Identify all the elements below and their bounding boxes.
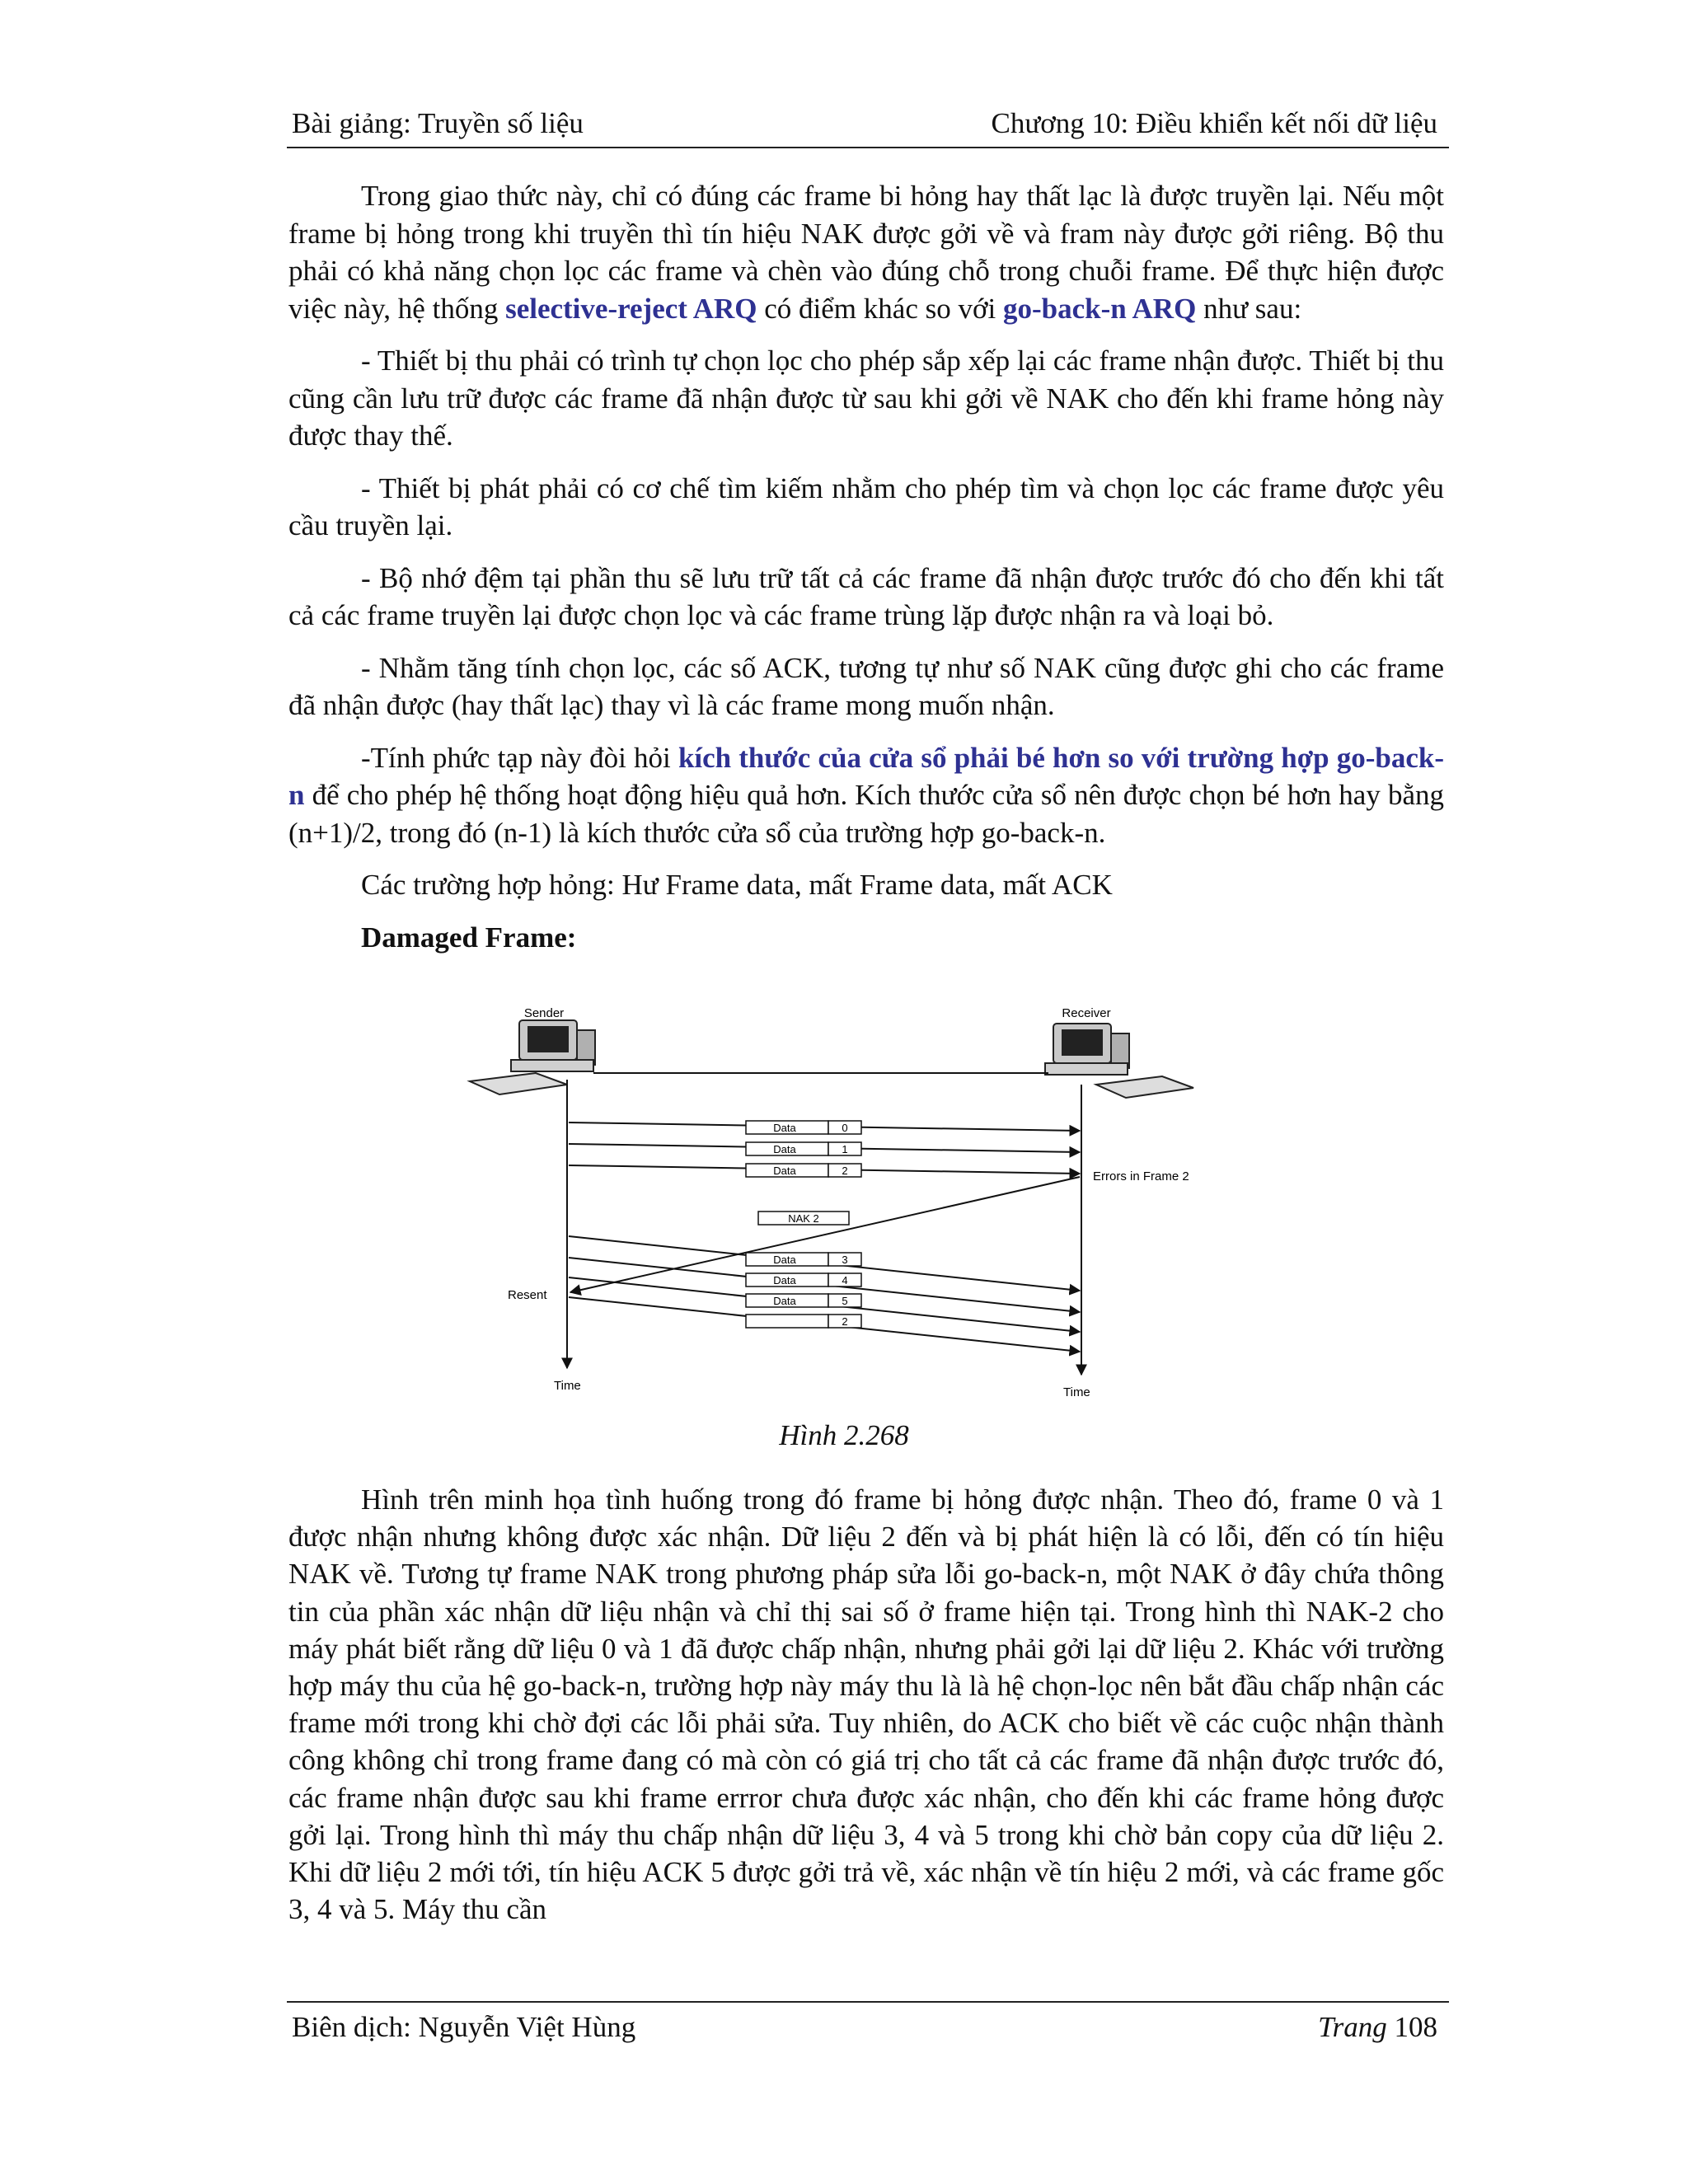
intro-text-3: như sau: [1196,292,1302,325]
frame-box-5 [746,1294,861,1307]
frame-label: Data [773,1122,796,1134]
figure-caption: Hình 2.268 [779,1419,909,1451]
bullet-paragraph: - Thiết bị phát phải có cơ chế tìm kiếm nhằm cho phép tìm và chọn lọc các frame được yêu cầu truyền lại. [288,471,1444,541]
explanation-paragraph: Hình trên minh họa tình huống trong đó frame bị hỏng được nhận. Theo đó, frame 0 và 1 được nhận nhưng không được xác nhận. Dữ liệu 2 đến và bị phát hiện là có lỗi, đến có tín hiệu NAK về. Tương tự frame NAK trong phương pháp sửa lỗi go-back-n, một NAK ở đây chứa thông tin của phần xác nhận dữ liệu nhận và chỉ thị sai số ở frame hiện tại. Trong hình thì NAK-2 cho máy phát biết rằng dữ liệu 0 và 1 đã được chấp nhận, nhưng phải gởi lại dữ liệu 2. Khác với trường hợp máy thu của hệ go-back-n, trường hợp này máy thu là là hệ chọn-lọc nên bắt đầu chấp nhận các frame mới trong khi chờ đợi các lỗi phải sửa. Tuy nhiên, do ACK cho biết về các cuộc nhận thành công không chỉ trong frame đang có mà còn có giá trị cho tất cả các frame đã nhận được trước đó, các frame nhận được sau khi frame errror chưa được xác nhận, cho đến khi các frame hỏng được gởi lại. Trong hình thì máy thu chấp nhận dữ liệu 3, 4 và 5 trong khi chờ bản copy của dữ liệu 2. Khi dữ liệu 2 mới tới, tín hiệu ACK 5 được gởi trả về, xác nhận về tín hiệu 2 mới, và các frame gốc 3, 4 và 5. Máy thu cần [288,1483,1444,1926]
selective-reject-diagram [462,1005,1203,1418]
footer-page-label: Trang [1318,2011,1387,2043]
header-chapter-title: Chương 10: Điều khiển kết nối dữ liệu [991,107,1437,139]
frame-box-0 [746,1121,861,1134]
intro-text-1: Trong giao thức này, chỉ có đúng các frame bi hỏng hay thất lạc là được truyền lại. Nếu một frame bị hỏng trong khi truyền thì tín hiệu NAK được gởi về và fram này được gởi riêng. Bộ thu phải có khả năng chọn lọc các frame và chèn vào đúng chỗ trong chuỗi frame. Để thực hiện được việc này, hệ thống [288,180,1444,325]
frame-box-2 [746,1164,861,1177]
frame-number: 2 [842,1165,848,1177]
frame-number: 2 [842,1315,848,1328]
bullet-paragraph: - Bộ nhớ đệm tại phần thu sẽ lưu trữ tất cả các frame đã nhận được trước đó cho đến khi tất cả các frame truyền lại được chọn lọc và các frame trùng lặp được nhận ra và loại bỏ. [288,561,1444,631]
frame-box-3 [746,1253,861,1266]
intro-paragraph [288,177,1444,327]
header-course-title: Bài giảng: Truyền số liệu [292,107,584,139]
page-footer [287,2001,1449,2052]
frame-number: 1 [842,1143,848,1155]
frame-number: 4 [842,1274,848,1286]
receiver-computer-icon [1045,1024,1193,1098]
frame-box-resent-2 [746,1315,861,1328]
complexity-text-1: -Tính phức tạp này đòi hỏi [361,741,678,774]
sender-computer-icon [470,1020,595,1094]
footer-page-number [1318,2003,1449,2052]
keyword-go-back-n: go-back-n ARQ [1002,292,1197,325]
time-label-sender: Time [554,1379,581,1393]
footer-page-value: 108 [1394,2011,1437,2043]
keyword-window-size: kích thước của cửa sổ phải bé hơn so với trường hợp go-back-n [288,741,1444,811]
time-label-receiver: Time [1063,1385,1090,1399]
footer-translator: Biên dịch: Nguyễn Việt Hùng [292,2011,636,2043]
sender-label: Sender [523,1006,565,1020]
resent-label: Resent [508,1288,547,1302]
frame-label: Data [773,1295,796,1307]
main-text [288,177,1444,956]
complexity-paragraph [288,739,1444,852]
frame-box-1 [746,1142,861,1155]
frame-label: Data [773,1254,796,1266]
frame-label: Data [773,1143,796,1155]
frame-label: Data [773,1274,796,1286]
errors-label: Errors in Frame 2 [1093,1169,1189,1183]
frame-number: 5 [842,1295,848,1307]
frame-label: Data [773,1165,796,1177]
bullet-paragraph: - Nhằm tăng tính chọn lọc, các số ACK, tương tự như số NAK cũng được ghi cho các frame đã nhận được (hay thất lạc) thay vì là các frame mong muốn nhận. [288,651,1444,721]
nak-box [758,1212,849,1225]
section-subheading: Damaged Frame: [361,921,577,954]
bullet-paragraph: - Thiết bị thu phải có trình tự chọn lọc cho phép sắp xếp lại các frame nhận được. Thiết bị thu cũng cần lưu trữ được các frame đã nhận được từ sau khi gởi về NAK cho đến khi frame hỏng này được thay thế. [288,344,1444,452]
keyword-selective-reject: selective-reject ARQ [505,292,757,325]
complexity-text-2: để cho phép hệ thống hoạt động hiệu quả hơn. Kích thước cửa sổ nên được chọn bé hơn hay bằng (n+1)/2, trong đó (n-1) là kích thước cửa sổ của trường hợp go-back-n. [288,779,1444,849]
receiver-label: Receiver [1062,1006,1111,1020]
intro-text-2: có điểm khác so với [757,292,1003,325]
frame-number: 3 [842,1254,848,1266]
cases-paragraph: Các trường hợp hỏng: Hư Frame data, mất Frame data, mất ACK [361,869,1113,901]
nak-label: NAK 2 [788,1212,819,1225]
frame-number: 0 [842,1122,848,1134]
page-header [287,101,1449,148]
frame-box-4 [746,1273,861,1286]
